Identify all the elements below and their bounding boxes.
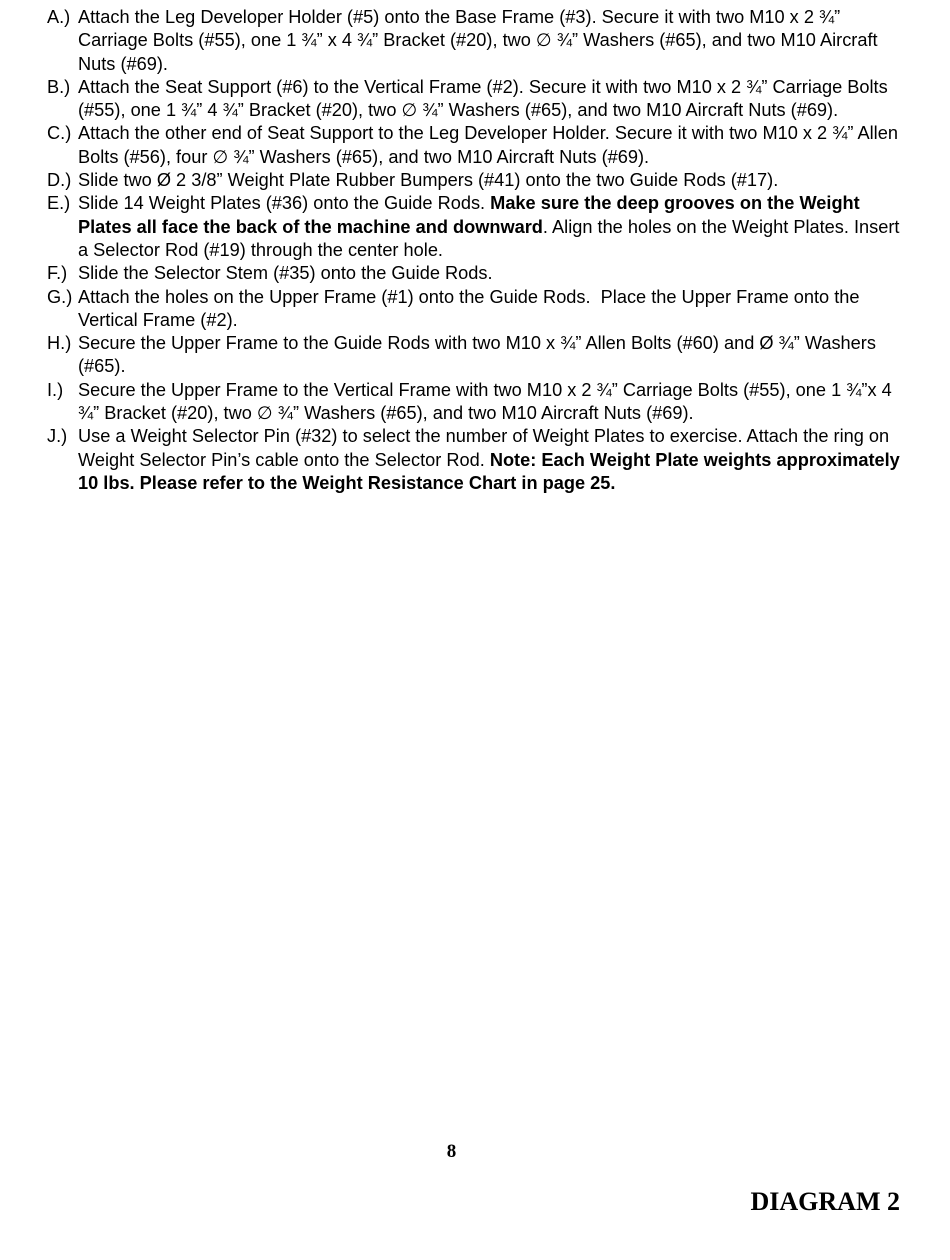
step-text <box>78 262 912 285</box>
step-text-run: Use a Weight Selector Pin (#32) to select the number of Weight Plates to exercise. Attach the ring on Weight Selector Pin’s cable onto the Selector Rod. <box>78 426 890 470</box>
step-c <box>47 122 912 169</box>
step-label: B.) <box>47 76 71 97</box>
step-text-emphasis: Make sure the deep grooves on the Weight Plates all face the back of the machine and downward <box>78 193 860 237</box>
diagram-label: DIAGRAM 2 <box>750 1187 900 1216</box>
step-text <box>78 286 912 333</box>
step-label: G.) <box>47 286 73 307</box>
step-text <box>78 76 912 123</box>
assembly-steps-list <box>47 6 912 495</box>
step-label: A.) <box>47 7 71 27</box>
step-a <box>47 6 912 76</box>
step-text <box>78 332 912 379</box>
step-text <box>78 169 912 192</box>
step-text <box>78 192 912 262</box>
step-text-emphasis: Note: Each Weight Plate weights approximately 10 lbs. Please refer to the Weight Resistance Chart in page 25. <box>78 449 900 493</box>
step-text <box>78 379 912 426</box>
step-text <box>78 425 912 495</box>
step-text-run: Attach the Seat Support (#6) to the Vertical Frame (#2). Secure it with two M10 x 2 ¾” Carriage Bolts (#55), one 1 ¾” 4 ¾” Bracket (#20), two ∅ ¾” Washers (#65), and two M10 Aircraft Nuts (#69). <box>78 76 888 121</box>
step-label: H.) <box>47 333 72 354</box>
page-number: 8 <box>446 1141 457 1162</box>
step-text-run: . Align the holes on the Weight Plates. Insert a Selector Rod (#19) through the center hole. <box>78 216 900 260</box>
step-label: J.) <box>47 426 68 447</box>
step-f <box>47 262 912 285</box>
step-text-run: Attach the holes on the Upper Frame (#1) onto the Guide Rods. Place the Upper Frame onto the Vertical Frame (#2). <box>78 286 865 330</box>
step-text <box>78 122 912 169</box>
step-label: E.) <box>47 193 71 214</box>
step-text <box>78 6 912 76</box>
step-text-run: Secure the Upper Frame to the Guide Rods with two M10 x ¾” Allen Bolts (#60) and Ø ¾” Washers (#65). <box>78 333 876 377</box>
step-label: D.) <box>47 170 72 191</box>
step-text-run: Attach the Leg Developer Holder (#5) onto the Base Frame (#3). Secure it with two M10 x 2 ¾” Carriage Bolts (#55), one 1 ¾” x 4 ¾” Bracket (#20), two ∅ ¾” Washers (#65), and two M10 Aircraft Nuts (#69). <box>78 7 878 74</box>
step-h <box>47 332 912 379</box>
step-g <box>47 286 912 333</box>
step-text-run: Secure the Upper Frame to the Vertical Frame with two M10 x 2 ¾” Carriage Bolts (#55), one 1 ¾”x 4 ¾” Bracket (#20), two ∅ ¾” Washers (#65), and two M10 Aircraft Nuts (#69). <box>78 379 892 424</box>
step-b <box>47 76 912 123</box>
step-text-run: Slide two Ø 2 3/8” Weight Plate Rubber Bumpers (#41) onto the two Guide Rods (#17). <box>78 170 779 191</box>
step-label: I.) <box>47 379 64 400</box>
step-j <box>47 425 912 495</box>
step-e <box>47 192 912 262</box>
step-label: C.) <box>47 123 72 144</box>
step-text-run: Attach the other end of Seat Support to the Leg Developer Holder. Secure it with two M10 x 2 ¾” Allen Bolts (#56), four ∅ ¾” Washers (#65), and two M10 Aircraft Nuts (#69). <box>78 123 898 167</box>
step-text-run: Slide the Selector Stem (#35) onto the Guide Rods. <box>78 263 493 284</box>
step-d <box>47 169 912 192</box>
step-i <box>47 379 912 426</box>
step-label: F.) <box>47 263 68 284</box>
step-text-run: Slide 14 Weight Plates (#36) onto the Guide Rods. <box>78 193 491 214</box>
